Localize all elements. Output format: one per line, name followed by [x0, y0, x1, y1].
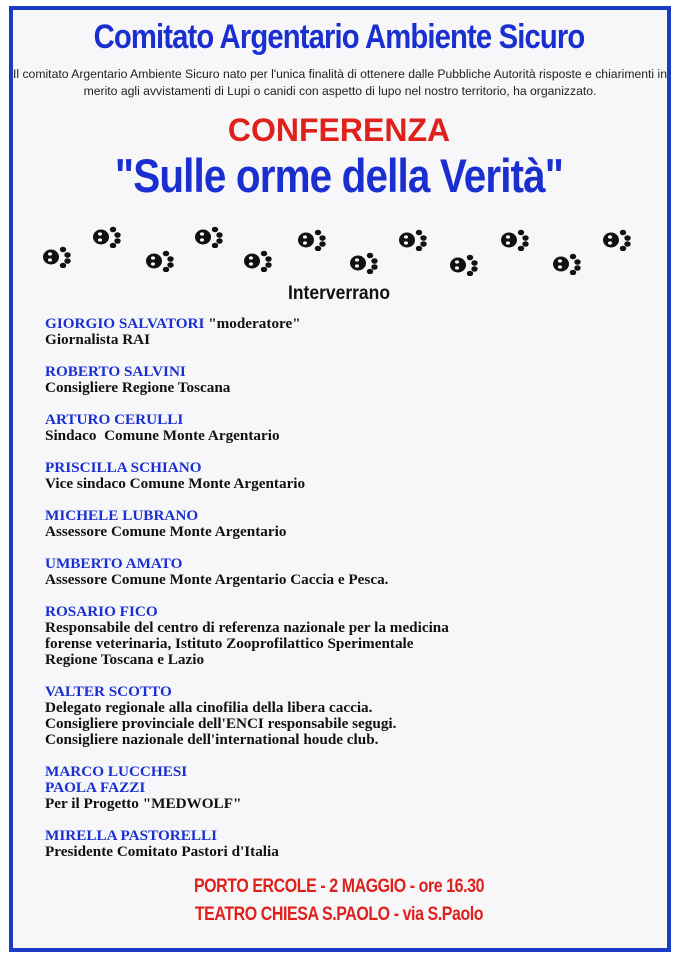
paw-print-icon: [145, 250, 175, 272]
speaker-role: Assessore Comune Monte Argentario Caccia e Pesca.: [45, 571, 389, 588]
speaker-roberto-salvini: [45, 364, 230, 396]
speaker-role: Delegato regionale alla cinofilia della libera caccia.: [45, 699, 373, 716]
speaker-role: Assessore Comune Monte Argentario: [45, 523, 287, 540]
paw-print-icon: [243, 250, 273, 272]
paw-print-icon: [349, 252, 379, 274]
conference-title: "Sulle orme della Verità": [114, 149, 564, 202]
speaker-name: GIORGIO SALVATORI: [45, 315, 205, 332]
speaker-role: Per il Progetto "MEDWOLF": [45, 795, 242, 812]
speaker-name-second: PAOLA FAZZI: [45, 779, 146, 796]
intro-text: Il comitato Argentario Ambiente Sicuro nato per l'unica finalità di ottenere dalle Pubbliche Autorità risposte e chiarimenti in merito agli avvistamenti di Lupi o canidi con aspetto di lupo nel nostro territorio, ha organizzato.: [12, 67, 668, 98]
speaker-role: Regione Toscana e Lazio: [45, 651, 205, 668]
speaker-role: Responsabile del centro di referenza nazionale per la medicina: [45, 619, 449, 636]
paw-print-icon: [552, 253, 582, 275]
speaker-arturo-cerulli: [45, 412, 280, 444]
paw-print-icon: [92, 226, 122, 248]
speaker-name: ROSARIO FICO: [45, 603, 158, 620]
speaker-michele-lubrano: [45, 508, 286, 540]
speaker-rosario-fico: [45, 604, 449, 668]
speaker-priscilla-schiano: [45, 460, 305, 492]
speaker-giorgio-salvatori: [45, 316, 301, 348]
speaker-role: forense veterinaria, Istituto Zooprofilattico Sperimentale: [45, 635, 414, 652]
paw-print-icon: [602, 229, 632, 251]
speaker-name: UMBERTO AMATO: [45, 555, 183, 572]
speakers-heading: Interverrano: [287, 283, 391, 304]
moderator-note: "moderatore": [208, 315, 301, 332]
speaker-name: MIRELLA PASTORELLI: [45, 827, 218, 844]
speaker-name: ROBERTO SALVINI: [45, 363, 186, 380]
paw-print-icon: [194, 226, 224, 248]
speaker-valter-scotto: [45, 684, 396, 748]
paw-print-icon: [398, 229, 428, 251]
speaker-role: Consigliere Regione Toscana: [45, 379, 231, 396]
paw-print-icon: [500, 229, 530, 251]
speaker-name: VALTER SCOTTO: [45, 683, 172, 700]
speaker-role: Sindaco Comune Monte Argentario: [45, 427, 280, 444]
speaker-lucchesi-fazzi: [45, 764, 241, 812]
speaker-name: MARCO LUCCHESI: [45, 763, 188, 780]
event-venue: TEATRO CHIESA S.PAOLO - via S.Paolo: [194, 904, 484, 925]
speaker-role: Consigliere provinciale dell'ENCI responsabile segugi.: [45, 715, 397, 732]
paw-print-icon: [449, 254, 479, 276]
speaker-name: ARTURO CERULLI: [45, 411, 184, 428]
organization-title: Comitato Argentario Ambiente Sicuro: [93, 18, 585, 56]
conference-label: CONFERENZA: [227, 112, 451, 148]
speaker-role: Consigliere nazionale dell'international houde club.: [45, 731, 379, 748]
speaker-role: Presidente Comitato Pastori d'Italia: [45, 843, 279, 860]
speaker-name: PRISCILLA SCHIANO: [45, 459, 202, 476]
paw-print-icon: [297, 229, 327, 251]
speaker-role: Vice sindaco Comune Monte Argentario: [45, 475, 306, 492]
speaker-name: MICHELE LUBRANO: [45, 507, 199, 524]
speaker-mirella-pastorelli: [45, 828, 279, 860]
paw-print-icon: [42, 246, 72, 268]
event-date-location: PORTO ERCOLE - 2 MAGGIO - ore 16.30: [193, 876, 485, 897]
speaker-role: Giornalista RAI: [45, 331, 151, 348]
speaker-umberto-amato: [45, 556, 388, 588]
